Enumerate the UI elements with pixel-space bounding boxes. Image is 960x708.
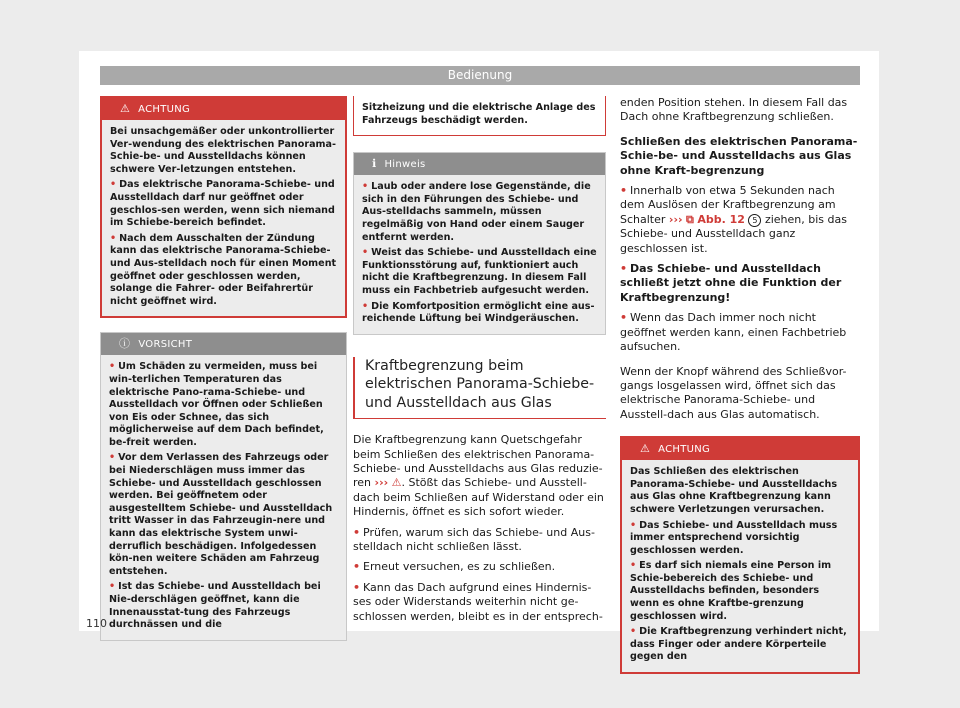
list-item: • Innerhalb von etwa 5 Sekunden nach dem Auslösen der Kraftbegrenzung am Schalter ››› ⧉ Abb. 12 5 ziehen, bis das Schiebe- und Ausstelldach ganz geschlossen ist. <box>620 184 847 255</box>
achtung-label: ACHTUNG <box>658 444 711 456</box>
bullet-dot: • <box>109 361 116 373</box>
bullet-dot: • <box>353 580 361 594</box>
warning-icon: ⚠ <box>640 442 651 456</box>
vorsicht-box-continued <box>353 96 606 136</box>
column-right <box>620 96 860 688</box>
bullet-dot: • <box>109 581 116 593</box>
paragraph: Wenn der Knopf während des Schließvor-gangs losgelassen wird, öffnet sich das elektrische Panorama-Schiebe- und Ausstell-dach aus Glas automatisch. <box>620 364 847 421</box>
achtung-intro: Bei unsachgemäßer oder unkontrollierter Ver-wendung des elektrischen Panorama-Schie-be- und Ausstelldachs können schwere Ver-letzungen entstehen. <box>110 126 336 175</box>
list-item: Ist das Schiebe- und Ausstelldach bei Nie-derschlägen geöffnet, kann die Innenausstat-tung des Fahrzeugs durchnässen und die <box>109 581 321 631</box>
list-item: Um Schäden zu vermeiden, muss bei win-terlichen Temperaturen das elektrische Pano-rama-Schiebe- und Ausstelldach vor Öffnen oder Schließen von Eis oder Schnee, das sich möglicherweise auf dem Dach befindet, be-freit werden. <box>109 361 324 448</box>
list-item: Weist das Schiebe- und Ausstelldach eine Funktionsstörung auf, funktioniert auch nicht die Kraftbegrenzung. In diesem Fall muss ein Fachbetrieb aufgesucht werden. <box>362 247 597 296</box>
column-middle <box>353 96 606 630</box>
section-heading: Kraftbegrenzung beim elektrischen Panorama-Schiebe- und Ausstelldach aus Glas <box>353 357 606 420</box>
achtung-intro: Das Schließen des elektrischen Panorama-Schiebe- und Ausstelldachs aus Glas ohne Kraftbegrenzung kann schwere Verletzungen verursachen. <box>630 466 838 515</box>
bullet-dot: • <box>620 311 628 325</box>
list-item: Die Kraftbegrenzung verhindert nicht, dass Finger oder andere Körperteile gegen den <box>630 626 847 663</box>
hinweis-box <box>353 152 606 335</box>
list-item: Nach dem Ausschalten der Zündung kann das elektrische Panorama-Schiebe- und Aus-stelldach noch für einen Moment geöffnet oder geschlossen werden, solange die Fahrer- oder Beifahrertür nicht geöffnet wird. <box>110 232 337 307</box>
bullet-dot: • <box>362 300 369 312</box>
bullet-dot: • <box>630 519 637 531</box>
list-item: Das elektrische Panorama-Schiebe- und Ausstelldach darf nur geöffnet oder geschlos-sen werden, wenn sich niemand im Schiebe-bereich befindet. <box>110 179 335 229</box>
figure-icon: ⧉ <box>686 212 694 226</box>
section-header: Bedienung <box>100 66 860 85</box>
list-item: • Kann das Dach aufgrund eines Hindernis-ses oder Widerstands weiterhin nicht ge-schlossen werden, bleibt es in der entsprech- <box>353 580 603 623</box>
cross-ref-arrows[interactable]: ››› <box>668 212 683 226</box>
achtung-box <box>100 96 347 318</box>
bullet-dot: • <box>353 525 361 539</box>
warning-icon: ⚠ <box>120 102 131 115</box>
achtung-box <box>620 436 860 674</box>
continued-text: Sitzheizung und die elektrische Anlage des Fahrzeugs beschädigt werden. <box>362 102 596 126</box>
callout-number: 5 <box>748 214 761 227</box>
note-icon: ℹ <box>372 157 377 171</box>
bullet-dot: • <box>110 232 117 244</box>
list-item: • Prüfen, warum sich das Schiebe- und Aus-stelldach nicht schließen lässt. <box>353 525 595 554</box>
column-left <box>100 96 347 655</box>
bullet-dot: • <box>362 181 369 193</box>
warning-icon: ⚠ <box>391 476 402 490</box>
bullet-dot: • <box>620 262 628 276</box>
vorsicht-label: VORSICHT <box>138 339 193 351</box>
info-circle-icon: ⓘ <box>119 337 131 351</box>
bullet-dot: • <box>109 452 116 464</box>
cross-ref-arrows[interactable]: ››› <box>374 476 389 490</box>
achtung-label: ACHTUNG <box>138 104 191 115</box>
subheading: Schließen des elektrischen Panorama-Schie-be- und Ausstelldachs aus Glas ohne Kraft-begrenzung <box>620 134 858 177</box>
list-item: Vor dem Verlassen des Fahrzeugs oder bei Niederschlägen muss immer das Schiebe- und Ausstelldach geschlossen werden. Bei geöffnetem oder ausgestelltem Schiebe- und Ausstelldach tritt Wasser in das Fahrzeugin-nere und kann das elektrische System unwi-derruflich beschädigen. Infolgedessen kön-nen weitere Schäden am Fahrzeug entstehen. <box>109 452 333 577</box>
page-number: 110 <box>86 617 107 630</box>
intro-paragraph: Die Kraftbegrenzung kann Quetschgefahr beim Schließen des elektrischen Panorama-Schiebe- und Ausstelldachs aus Glas reduzie-ren ››› ⚠. Stößt das Schiebe- und Ausstell-dach beim Schließen auf Widerstand oder ein Hindernis, öffnet es sich sofort wieder. <box>353 433 604 519</box>
continued-text: enden Position stehen. In diesem Fall das Dach ohne Kraftbegrenzung schließen. <box>620 96 848 124</box>
bullet-dot: • <box>630 626 637 638</box>
bullet-dot: • <box>110 179 117 191</box>
bullet-dot: • <box>620 184 628 198</box>
vorsicht-box <box>100 332 347 640</box>
list-item: • Erneut versuchen, es zu schließen. <box>353 560 556 574</box>
list-item: Die Komfortposition ermöglicht eine aus-reichende Lüftung bei Windgeräuschen. <box>362 300 595 325</box>
list-item: Laub oder andere lose Gegenstände, die sich in den Führungen des Schiebe- und Aus-stelldachs sammeln, müssen regelmäßig von Hand oder einem Sauger entfernt werden. <box>362 181 591 243</box>
list-item: Das Schiebe- und Ausstelldach muss immer entsprechend vorsichtig geschlossen werden. <box>630 519 838 556</box>
bullet-dot: • <box>353 560 361 574</box>
bullet-dot: • <box>362 247 369 259</box>
figure-ref-link[interactable]: Abb. 12 <box>697 212 745 226</box>
hinweis-label: Hinweis <box>384 159 426 171</box>
list-item: Es darf sich niemals eine Person im Schie-bebereich des Schiebe- und Ausstelldachs befinden, besonders wenn es ohne Kraftbe-grenzung geschlossen wird. <box>630 560 832 622</box>
bullet-dot: • <box>630 560 637 572</box>
list-item: • Wenn das Dach immer noch nicht geöffnet werden kann, einen Fachbetrieb aufsuchen. <box>620 311 847 354</box>
list-item: • Das Schiebe- und Ausstelldach schließt jetzt ohne die Funktion der Kraftbegrenzung! <box>620 262 842 304</box>
